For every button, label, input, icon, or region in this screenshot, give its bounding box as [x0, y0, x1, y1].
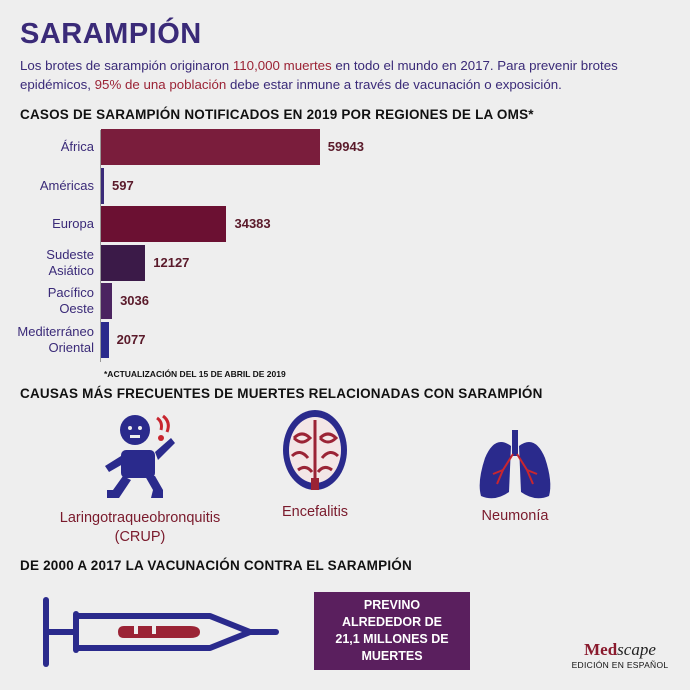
page-title: SARAMPIÓN	[20, 18, 202, 50]
bar-value-label: 34383	[234, 216, 271, 231]
bar-value-label: 59943	[327, 139, 364, 154]
bar-row	[0, 167, 690, 205]
bar-category-label: Mediterráneo Oriental	[17, 323, 94, 355]
vaccination-section-title: DE 2000 A 2017 LA VACUNACIÓN CONTRA EL SARAMPIÓN	[20, 558, 412, 573]
bar	[101, 322, 109, 358]
bar-row	[0, 128, 690, 166]
population-highlight: 95% de una población	[94, 77, 227, 92]
brain-icon	[280, 408, 350, 498]
cause-encephalitis: Encefalitis	[250, 408, 380, 522]
result-box: PREVINO ALREDEDOR DE 21,1 MILLONES DE MUERTES	[314, 592, 470, 670]
bar-category-label: Europa	[52, 216, 94, 231]
bar-row	[0, 282, 690, 320]
cause-croup: Laringotraqueobronquitis (CRUP)	[40, 408, 240, 547]
intro-text: Los brotes de sarampión originaron 110,000 muertes en todo el mundo en 2017. Para prevenir brotes epidémicos, 95% de una población debe estar inmune a través de vacunación o exposición.	[20, 58, 618, 92]
bar-row	[0, 321, 690, 359]
bar	[101, 168, 104, 204]
chart-footnote: *ACTUALIZACIÓN DEL 15 DE ABRIL DE 2019	[104, 369, 286, 379]
bar-category-label: Pacífico Oeste	[47, 285, 94, 316]
bar-row	[0, 205, 690, 243]
bar-value-label: 3036	[120, 293, 149, 308]
cases-section-title: CASOS DE SARAMPIÓN NOTIFICADOS EN 2019 POR REGIONES DE LA OMS*	[20, 107, 534, 122]
bar	[101, 245, 145, 281]
cases-bar-chart	[0, 128, 690, 368]
lungs-icon	[475, 430, 555, 502]
sick-child-icon	[95, 408, 185, 504]
bar	[101, 129, 320, 165]
bar-row	[0, 244, 690, 282]
medscape-logo: Medscape EDICIÓN EN ESPAÑOL	[571, 640, 669, 670]
syringe-icon	[40, 594, 280, 670]
bar-category-label: Américas	[39, 177, 94, 193]
bar-category-label: África	[60, 139, 94, 154]
deaths-highlight: 110,000 muertes	[232, 58, 332, 73]
causes-section-title: CAUSAS MÁS FRECUENTES DE MUERTES RELACIONADAS CON SARAMPIÓN	[20, 386, 543, 401]
bar-value-label: 12127	[153, 254, 190, 270]
bar-category-label: Sudeste Asiático	[46, 246, 94, 278]
bar	[101, 283, 112, 319]
bar-value-label: 597	[112, 177, 134, 193]
bar	[101, 206, 226, 242]
bar-value-label: 2077	[116, 331, 146, 347]
cause-pneumonia: Neumonía	[460, 430, 570, 526]
